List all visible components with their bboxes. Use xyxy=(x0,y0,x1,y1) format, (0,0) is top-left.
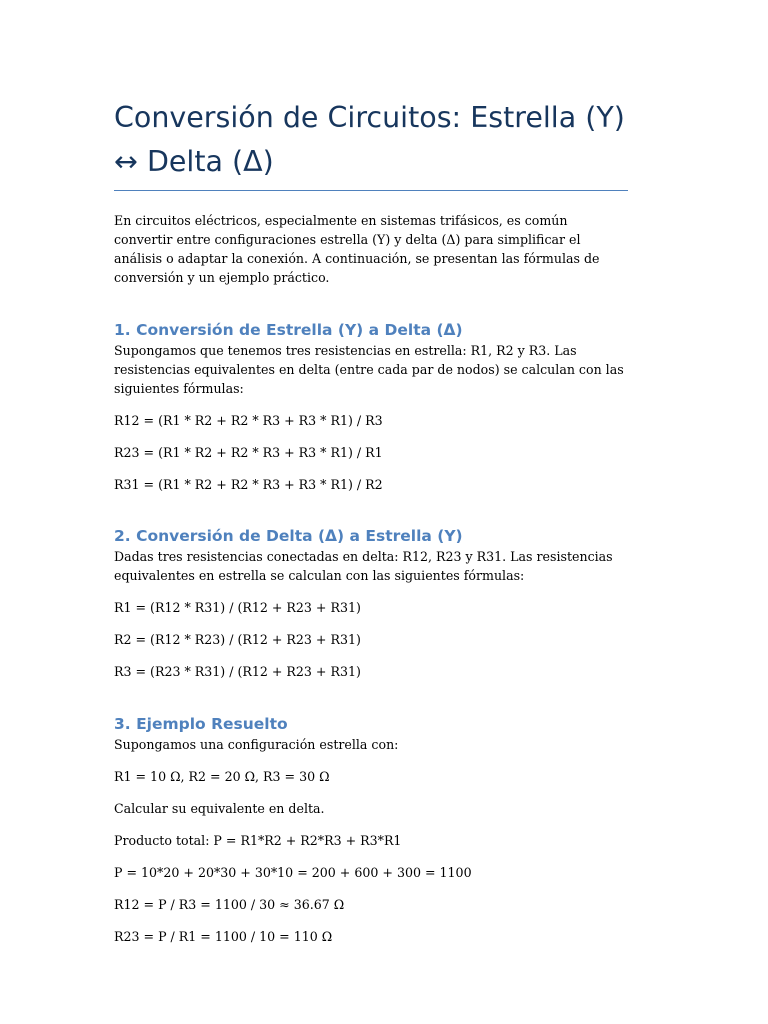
section-2-heading: 2. Conversión de Delta (Δ) a Estrella (Y) xyxy=(114,527,463,545)
example-product-value: P = 10*20 + 20*30 + 30*10 = 200 + 600 + 300 = 1100 xyxy=(114,865,472,880)
example-values: R1 = 10 Ω, R2 = 20 Ω, R3 = 30 Ω xyxy=(114,769,330,784)
example-r12: R12 = P / R3 = 1100 / 30 ≈ 36.67 Ω xyxy=(114,897,345,912)
intro-paragraph: En circuitos eléctricos, especialmente en sistemas trifásicos, es común convertir entre configuraciones estrella (Y) y delta (Δ) para simplificar el análisis o adaptar la conexión. A continuación, se presentan las fórmulas de conversión y un ejemplo práctico. xyxy=(114,213,600,285)
section-1-text: Supongamos que tenemos tres resistencias en estrella: R1, R2 y R3. Las resistencias equivalentes en delta (entre cada par de nodos) se calculan con las siguientes fórmulas: xyxy=(114,343,624,396)
document-page xyxy=(114,96,628,946)
document-title: Conversión de Circuitos: Estrella (Y) ↔ Delta (Δ) xyxy=(114,96,628,191)
example-product-formula: Producto total: P = R1*R2 + R2*R3 + R3*R1 xyxy=(114,833,402,848)
formula-r1: R1 = (R12 * R31) / (R12 + R23 + R31) xyxy=(114,600,361,615)
formula-r23: R23 = (R1 * R2 + R2 * R3 + R3 * R1) / R1 xyxy=(114,445,383,460)
example-r23: R23 = P / R1 = 1100 / 10 = 110 Ω xyxy=(114,929,333,944)
formula-r12: R12 = (R1 * R2 + R2 * R3 + R3 * R1) / R3 xyxy=(114,413,383,428)
section-1-heading: 1. Conversión de Estrella (Y) a Delta (Δ) xyxy=(114,321,463,339)
formula-r3: R3 = (R23 * R31) / (R12 + R23 + R31) xyxy=(114,664,361,679)
section-2-text: Dadas tres resistencias conectadas en delta: R12, R23 y R31. Las resistencias equivalentes en estrella se calculan con las siguientes fórmulas: xyxy=(114,549,613,583)
example-intro: Supongamos una configuración estrella con: xyxy=(114,737,399,752)
example-task: Calcular su equivalente en delta. xyxy=(114,801,325,816)
formula-r31: R31 = (R1 * R2 + R2 * R3 + R3 * R1) / R2 xyxy=(114,477,383,492)
formula-r2: R2 = (R12 * R23) / (R12 + R23 + R31) xyxy=(114,632,361,647)
section-3-heading: 3. Ejemplo Resuelto xyxy=(114,715,288,733)
